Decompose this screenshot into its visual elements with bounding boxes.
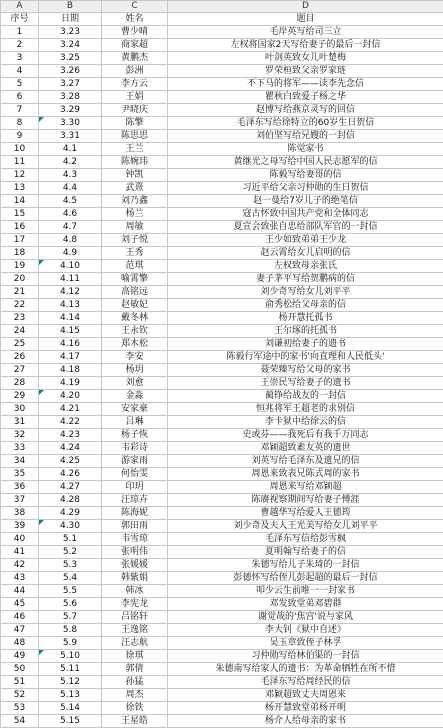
- cell-name[interactable]: 吕铭轩: [102, 611, 168, 624]
- cell-title[interactable]: 夏明翰写给妻子的信: [168, 546, 443, 559]
- cell-name[interactable]: 王永钦: [102, 325, 168, 338]
- header-index[interactable]: 序号: [1, 13, 39, 26]
- cell-date[interactable]: 4.14: [39, 312, 102, 325]
- table-row: [1, 559, 443, 572]
- cell-date[interactable]: 4.9: [39, 247, 102, 260]
- cell-index[interactable]: 53: [1, 702, 39, 715]
- cell-date[interactable]: 4.3: [39, 169, 102, 182]
- cell-index[interactable]: 11: [1, 156, 39, 169]
- cell-index[interactable]: 17: [1, 234, 39, 247]
- header-title[interactable]: 题目: [168, 13, 443, 26]
- table-row: [1, 169, 443, 182]
- table-row: [1, 195, 443, 208]
- cell-name[interactable]: 陈思思: [102, 130, 168, 143]
- table-row: [1, 533, 443, 546]
- table-row: [1, 221, 443, 234]
- cell-title[interactable]: 刘少奇及夫人王光美写给女儿刘平平: [168, 520, 443, 533]
- cell-name[interactable]: 郑木松: [102, 338, 168, 351]
- cell-date[interactable]: 4.7: [39, 221, 102, 234]
- cell-title[interactable]: 杨介人给母亲的家书: [168, 715, 443, 728]
- cell-name[interactable]: 刘乃鑫: [102, 195, 168, 208]
- cell-title[interactable]: 妻子茅平写给贺鹏病的信: [168, 273, 443, 286]
- cell-title[interactable]: 聂荣臻写给父母的家书: [168, 364, 443, 377]
- cell-name[interactable]: 郭倩: [102, 663, 168, 676]
- cell-title[interactable]: 黄继光之母写给中国人民志愿军的信: [168, 156, 443, 169]
- cell-index[interactable]: 27: [1, 364, 39, 377]
- cell-date[interactable]: 3.29: [39, 104, 102, 117]
- table-row: [1, 143, 443, 156]
- table-row: [1, 715, 443, 728]
- cell-title[interactable]: 恒兆将军王超老的求别信: [168, 403, 443, 416]
- cell-date[interactable]: 4.6: [39, 208, 102, 221]
- cell-name[interactable]: 范琪: [102, 260, 168, 273]
- cell-name[interactable]: 杨兰: [102, 208, 168, 221]
- cell-date[interactable]: 4.23: [39, 429, 102, 442]
- cell-name[interactable]: 王娟: [102, 91, 168, 104]
- cell-index[interactable]: 34: [1, 455, 39, 468]
- cell-index[interactable]: 8: [1, 117, 39, 130]
- cell-title[interactable]: 习近平给父亲习仲勋的生日贺信: [168, 182, 443, 195]
- cell-title[interactable]: 左权致母亲张氏: [168, 260, 443, 273]
- cell-title[interactable]: 陈赓视察期间写给妻子傅涯: [168, 494, 443, 507]
- table-row: [1, 104, 443, 117]
- table-row: [1, 182, 443, 195]
- cell-title[interactable]: 陈觉家书: [168, 143, 443, 156]
- table-row: [1, 624, 443, 637]
- cell-name[interactable]: 韩冰: [102, 585, 168, 598]
- cell-title[interactable]: 赵博写给燕京灵写的回信: [168, 104, 443, 117]
- cell-date[interactable]: 4.15: [39, 325, 102, 338]
- table-row: [1, 676, 443, 689]
- cell-date[interactable]: 4.4: [39, 182, 102, 195]
- table-row: [1, 494, 443, 507]
- cell-title[interactable]: 左权将国家2天写给妻子的最后一封信: [168, 39, 443, 52]
- cell-date[interactable]: 4.22: [39, 416, 102, 429]
- cell-date[interactable]: 4.27: [39, 481, 102, 494]
- cell-title[interactable]: 朱德南写给家人的遗书：为革命牺牲在所不惜: [168, 663, 443, 676]
- table-row: [1, 455, 443, 468]
- cell-index[interactable]: 43: [1, 572, 39, 585]
- cell-title[interactable]: 习仲勋写给林伯渠的一封信: [168, 650, 443, 663]
- table-row: [1, 39, 443, 52]
- cell-date[interactable]: 4.26: [39, 468, 102, 481]
- cell-name[interactable]: 刘子悦: [102, 234, 168, 247]
- cell-name[interactable]: 武熹: [102, 182, 168, 195]
- cell-name[interactable]: 李宪龙: [102, 598, 168, 611]
- cell-index[interactable]: 22: [1, 299, 39, 312]
- cell-date[interactable]: 4.17: [39, 351, 102, 364]
- table-row: [1, 338, 443, 351]
- table-row: [1, 247, 443, 260]
- cell-index[interactable]: 15: [1, 208, 39, 221]
- cell-index[interactable]: 26: [1, 351, 39, 364]
- cell-index[interactable]: 5: [1, 78, 39, 91]
- cell-name[interactable]: 安家豪: [102, 403, 168, 416]
- table-row: [1, 364, 443, 377]
- cell-name[interactable]: 刘愈: [102, 377, 168, 390]
- cell-name[interactable]: 郭田雨: [102, 520, 168, 533]
- table-row: [1, 299, 443, 312]
- cell-title[interactable]: 李大钊《狱中自述》: [168, 624, 443, 637]
- cell-date[interactable]: 5.13: [39, 689, 102, 702]
- cell-date[interactable]: 4.16: [39, 338, 102, 351]
- cell-title[interactable]: 毛泽东写给周经民的信: [168, 676, 443, 689]
- table-row: [1, 572, 443, 585]
- cell-index[interactable]: 21: [1, 286, 39, 299]
- table-row: [1, 260, 443, 273]
- cell-title[interactable]: 周恩来致表兄陈式周的家书: [168, 468, 443, 481]
- cell-index[interactable]: 12: [1, 169, 39, 182]
- cell-index[interactable]: 7: [1, 104, 39, 117]
- cell-name[interactable]: 张明伟: [102, 546, 168, 559]
- cell-index[interactable]: 13: [1, 182, 39, 195]
- cell-name[interactable]: 陈擎: [102, 117, 168, 130]
- table-row: [1, 273, 443, 286]
- cell-index[interactable]: 1: [1, 26, 39, 39]
- cell-date[interactable]: 4.29: [39, 507, 102, 520]
- cell-index[interactable]: 51: [1, 676, 39, 689]
- cell-name[interactable]: 周杰: [102, 689, 168, 702]
- cell-date[interactable]: 4.18: [39, 364, 102, 377]
- table-row: [1, 156, 443, 169]
- cell-date[interactable]: 5.5: [39, 585, 102, 598]
- cell-index[interactable]: 44: [1, 585, 39, 598]
- cell-name[interactable]: 徐琪: [102, 650, 168, 663]
- cell-index[interactable]: 37: [1, 494, 39, 507]
- cell-name[interactable]: 王逸铭: [102, 624, 168, 637]
- column-letter-b[interactable]: B: [39, 1, 102, 13]
- table-row: [1, 52, 443, 65]
- cell-date[interactable]: 5.6: [39, 598, 102, 611]
- table-row: [1, 611, 443, 624]
- cell-date[interactable]: 4.13: [39, 299, 102, 312]
- cell-index[interactable]: 39: [1, 520, 39, 533]
- header-name[interactable]: 姓名: [102, 13, 168, 26]
- cell-title[interactable]: 俞秀松给父母亲的信: [168, 299, 443, 312]
- cell-title[interactable]: 陈毅行军途中的家书'向直理和人民低头': [168, 351, 443, 364]
- cell-name[interactable]: 韦彩诗: [102, 442, 168, 455]
- cell-name[interactable]: 徐铁: [102, 702, 168, 715]
- table-row: [1, 546, 443, 559]
- table-row: [1, 390, 443, 403]
- cell-name[interactable]: 汪琼卉: [102, 494, 168, 507]
- table-row: [1, 416, 443, 429]
- cell-title[interactable]: 刘少奇写给女儿刘平平: [168, 286, 443, 299]
- table-row: [1, 468, 443, 481]
- cell-date[interactable]: 4.21: [39, 403, 102, 416]
- cell-title[interactable]: 李卡狱中给徐云的信: [168, 416, 443, 429]
- cell-title[interactable]: 毛泽东写信给彭雪枫: [168, 533, 443, 546]
- cell-date[interactable]: 4.28: [39, 494, 102, 507]
- table-row: [1, 520, 443, 533]
- cell-name[interactable]: 王秀: [102, 247, 168, 260]
- cell-name[interactable]: 吕琳: [102, 416, 168, 429]
- cell-title[interactable]: 王崇民写给妻子的遗书: [168, 377, 443, 390]
- table-row: [1, 650, 443, 663]
- cell-index[interactable]: 6: [1, 91, 39, 104]
- cell-name[interactable]: 张媛媛: [102, 559, 168, 572]
- cell-name[interactable]: 杨玥: [102, 364, 168, 377]
- cell-title[interactable]: 不下马的将军——读李先念信: [168, 78, 443, 91]
- cell-index[interactable]: 42: [1, 559, 39, 572]
- cell-date[interactable]: 3.25: [39, 52, 102, 65]
- table-row: [1, 325, 443, 338]
- cell-index[interactable]: 25: [1, 338, 39, 351]
- cell-date[interactable]: 4.25: [39, 455, 102, 468]
- table-row: [1, 78, 443, 91]
- cell-title[interactable]: 刘谦初给妻子的遗书: [168, 338, 443, 351]
- column-letter-a[interactable]: A: [1, 1, 39, 13]
- cell-title[interactable]: 刘英写给毛泽东及遗兄的信: [168, 455, 443, 468]
- cell-date[interactable]: 4.10: [39, 260, 102, 273]
- cell-index[interactable]: 29: [1, 390, 39, 403]
- cell-title[interactable]: 叶剑英致女儿叶楚梅: [168, 52, 443, 65]
- table-row: [1, 130, 443, 143]
- table-row: [1, 637, 443, 650]
- header-date[interactable]: 日期: [39, 13, 102, 26]
- cell-index[interactable]: 10: [1, 143, 39, 156]
- cell-date[interactable]: 4.11: [39, 273, 102, 286]
- column-letter-d[interactable]: D: [168, 1, 443, 13]
- cell-date[interactable]: 5.15: [39, 715, 102, 728]
- cell-index[interactable]: 23: [1, 312, 39, 325]
- cell-date[interactable]: 4.19: [39, 377, 102, 390]
- table-row: [1, 585, 443, 598]
- table-row: [1, 429, 443, 442]
- cell-title[interactable]: 吴玉章致侄子林孚: [168, 637, 443, 650]
- cell-name[interactable]: 彭洲: [102, 65, 168, 78]
- cell-date[interactable]: 5.14: [39, 702, 102, 715]
- cell-title[interactable]: 周恩来写给邓颖超: [168, 481, 443, 494]
- cell-index[interactable]: 20: [1, 273, 39, 286]
- cell-date[interactable]: 3.27: [39, 78, 102, 91]
- cell-title[interactable]: 罗荣桓致父亲罗家琏: [168, 65, 443, 78]
- cell-date[interactable]: 4.5: [39, 195, 102, 208]
- cell-title[interactable]: 彭德怀写给侄儿彭起超的最后一封信: [168, 572, 443, 585]
- cell-index[interactable]: 47: [1, 624, 39, 637]
- table-row: [1, 117, 443, 130]
- table-row: [1, 234, 443, 247]
- cell-name[interactable]: 李方云: [102, 78, 168, 91]
- cell-title[interactable]: 刘伯坚写给兄嫂的一封信: [168, 130, 443, 143]
- cell-title[interactable]: 王少如致弟弟王少龙: [168, 234, 443, 247]
- cell-index[interactable]: 36: [1, 481, 39, 494]
- cell-index[interactable]: 4: [1, 65, 39, 78]
- cell-title[interactable]: 赵云霄给女儿启明的信: [168, 247, 443, 260]
- table-row: [1, 65, 443, 78]
- cell-name[interactable]: 曹少晴: [102, 26, 168, 39]
- cell-date[interactable]: 4.30: [39, 520, 102, 533]
- cell-name[interactable]: 尹晓庆: [102, 104, 168, 117]
- column-letter-c[interactable]: C: [102, 1, 168, 13]
- table-row: [1, 26, 443, 39]
- cell-date[interactable]: 4.1: [39, 143, 102, 156]
- cell-name[interactable]: 高铭远: [102, 286, 168, 299]
- cell-index[interactable]: 28: [1, 377, 39, 390]
- cell-date[interactable]: 4.8: [39, 234, 102, 247]
- cell-date[interactable]: 3.26: [39, 65, 102, 78]
- cell-index[interactable]: 30: [1, 403, 39, 416]
- cell-date[interactable]: 5.4: [39, 572, 102, 585]
- cell-date[interactable]: 5.11: [39, 663, 102, 676]
- cell-date[interactable]: 3.28: [39, 91, 102, 104]
- cell-title[interactable]: 邓颖超致素友英的遗世: [168, 442, 443, 455]
- cell-date[interactable]: 5.3: [39, 559, 102, 572]
- cell-date[interactable]: 3.23: [39, 26, 102, 39]
- cell-date[interactable]: 5.7: [39, 611, 102, 624]
- cell-index[interactable]: 31: [1, 416, 39, 429]
- table-row: [1, 507, 443, 520]
- table-row: [1, 702, 443, 715]
- cell-date[interactable]: 4.24: [39, 442, 102, 455]
- table-row: [1, 663, 443, 676]
- cell-title[interactable]: 蔺铮给战友的一封信: [168, 390, 443, 403]
- cell-index[interactable]: 19: [1, 260, 39, 273]
- cell-date[interactable]: 3.24: [39, 39, 102, 52]
- table-row: [1, 286, 443, 299]
- cell-date[interactable]: 5.10: [39, 650, 102, 663]
- cell-name[interactable]: 商家超: [102, 39, 168, 52]
- cell-title[interactable]: 邓发致堂弟邓碧群: [168, 598, 443, 611]
- cell-index[interactable]: 50: [1, 663, 39, 676]
- cell-title[interactable]: 叩少云生前唯一一封家书: [168, 585, 443, 598]
- cell-name[interactable]: 游家雨: [102, 455, 168, 468]
- cell-index[interactable]: 32: [1, 429, 39, 442]
- cell-date[interactable]: 4.2: [39, 156, 102, 169]
- cell-date[interactable]: 3.31: [39, 130, 102, 143]
- cell-name[interactable]: 陈婉玮: [102, 156, 168, 169]
- cell-name[interactable]: 韦雪琼: [102, 533, 168, 546]
- cell-name[interactable]: 陈海妮: [102, 507, 168, 520]
- cell-name[interactable]: 印玥: [102, 481, 168, 494]
- cell-index[interactable]: 14: [1, 195, 39, 208]
- cell-name[interactable]: 李安: [102, 351, 168, 364]
- cell-title[interactable]: 瞿秋白致爱子杨之华: [168, 91, 443, 104]
- cell-title[interactable]: 杨开慧托孤书: [168, 312, 443, 325]
- cell-name[interactable]: 王星皓: [102, 715, 168, 728]
- table-row: [1, 689, 443, 702]
- cell-index[interactable]: 40: [1, 533, 39, 546]
- header-row: [1, 13, 443, 26]
- cell-title[interactable]: 毛泽东写给徐特立的60岁生日贺信: [168, 117, 443, 130]
- cell-name[interactable]: 何怡雯: [102, 468, 168, 481]
- cell-name[interactable]: 喻霄擎: [102, 273, 168, 286]
- cell-index[interactable]: 54: [1, 715, 39, 728]
- table-row: [1, 208, 443, 221]
- cell-title[interactable]: 毛岸英写给司三立: [168, 26, 443, 39]
- table-row: [1, 377, 443, 390]
- cell-name[interactable]: 杨子恢: [102, 429, 168, 442]
- cell-index[interactable]: 33: [1, 442, 39, 455]
- cell-index[interactable]: 45: [1, 598, 39, 611]
- cell-index[interactable]: 52: [1, 689, 39, 702]
- table-row: [1, 403, 443, 416]
- cell-date[interactable]: 5.1: [39, 533, 102, 546]
- cell-title[interactable]: 夏宣会致张自忠给部队军官的一封信: [168, 221, 443, 234]
- cell-index[interactable]: 41: [1, 546, 39, 559]
- cell-name[interactable]: 钟凯: [102, 169, 168, 182]
- column-letter-row: [1, 1, 443, 13]
- cell-name[interactable]: 戴冬林: [102, 312, 168, 325]
- table-row: [1, 481, 443, 494]
- cell-title[interactable]: 赵一曼给7岁儿子的绝笔信: [168, 195, 443, 208]
- cell-title[interactable]: 朱德写给儿子朱琦的一封信: [168, 559, 443, 572]
- cell-title[interactable]: 谢觉哉的'焦宫'说与家风: [168, 611, 443, 624]
- cell-name[interactable]: 韩紫娟: [102, 572, 168, 585]
- cell-title[interactable]: 杨开慧致堂弟杨开明: [168, 702, 443, 715]
- cell-title[interactable]: 邓颖超致丈夫周恩来: [168, 689, 443, 702]
- cell-name[interactable]: 金淼: [102, 390, 168, 403]
- cell-index[interactable]: 49: [1, 650, 39, 663]
- cell-date[interactable]: 5.12: [39, 676, 102, 689]
- table-row: [1, 312, 443, 325]
- cell-index[interactable]: 3: [1, 52, 39, 65]
- cell-name[interactable]: 汪志航: [102, 637, 168, 650]
- cell-index[interactable]: 48: [1, 637, 39, 650]
- cell-index[interactable]: 18: [1, 247, 39, 260]
- table-row: [1, 91, 443, 104]
- table-row: [1, 351, 443, 364]
- table-row: [1, 442, 443, 455]
- cell-title[interactable]: 曹越华写给爱人王德筠: [168, 507, 443, 520]
- cell-title[interactable]: 寇古怀致中国共产党和全体同志: [168, 208, 443, 221]
- cell-title[interactable]: 陈毅写给妻哥的信: [168, 169, 443, 182]
- cell-name[interactable]: 黄鹏杰: [102, 52, 168, 65]
- cell-index[interactable]: 46: [1, 611, 39, 624]
- cell-index[interactable]: 38: [1, 507, 39, 520]
- cell-date[interactable]: 5.9: [39, 637, 102, 650]
- cell-name[interactable]: 赵敏妃: [102, 299, 168, 312]
- cell-index[interactable]: 35: [1, 468, 39, 481]
- cell-name[interactable]: 王兰: [102, 143, 168, 156]
- cell-date[interactable]: 5.8: [39, 624, 102, 637]
- cell-name[interactable]: 周敏: [102, 221, 168, 234]
- cell-date[interactable]: 4.20: [39, 390, 102, 403]
- cell-index[interactable]: 2: [1, 39, 39, 52]
- table-row: [1, 598, 443, 611]
- cell-index[interactable]: 16: [1, 221, 39, 234]
- cell-index[interactable]: 9: [1, 130, 39, 143]
- cell-date[interactable]: 3.30: [39, 117, 102, 130]
- cell-title[interactable]: 史或芬——我死后有我千万同志: [168, 429, 443, 442]
- cell-index[interactable]: 24: [1, 325, 39, 338]
- cell-title[interactable]: 王尔琢的托孤书: [168, 325, 443, 338]
- cell-date[interactable]: 4.12: [39, 286, 102, 299]
- cell-date[interactable]: 5.2: [39, 546, 102, 559]
- cell-name[interactable]: 孙猛: [102, 676, 168, 689]
